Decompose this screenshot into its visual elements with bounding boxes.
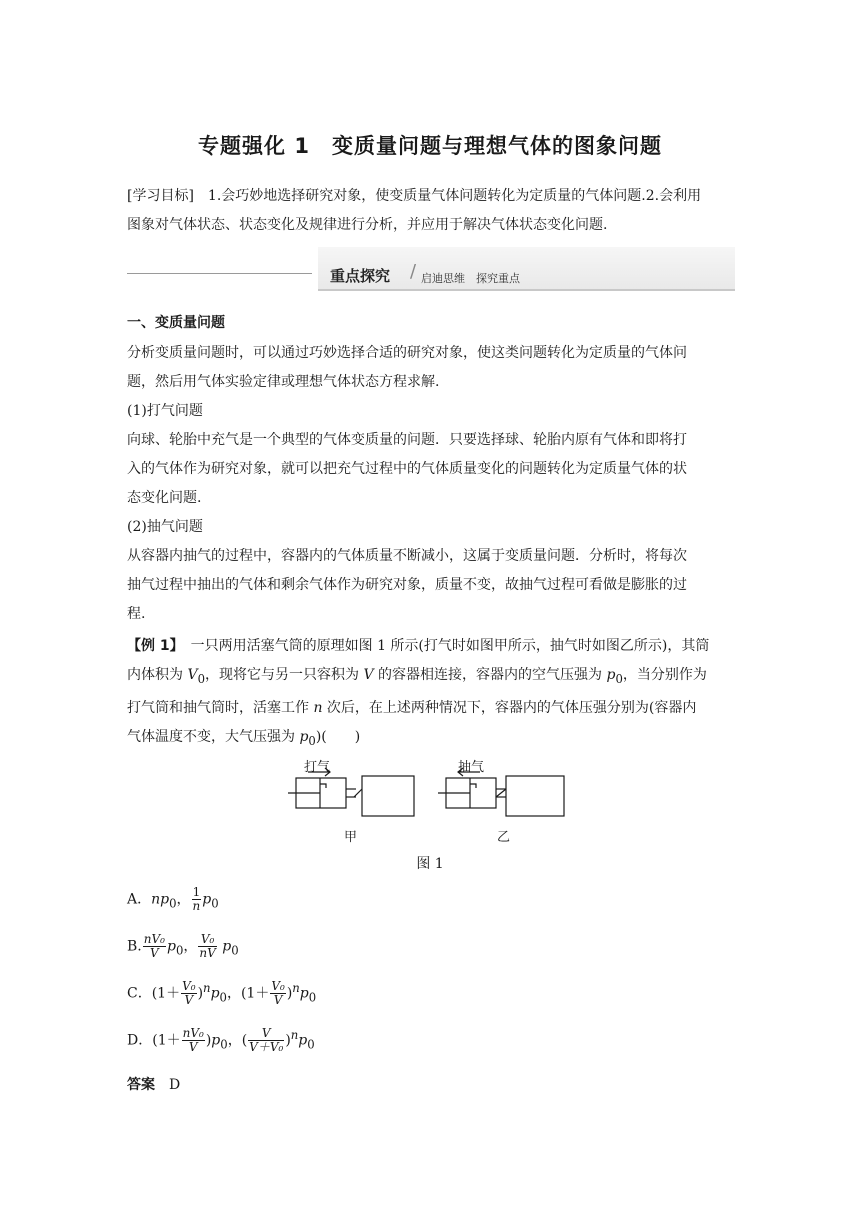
fraction: $\frac{1}{n}$ <box>192 885 201 913</box>
section-heading: 一、变质量问题 <box>127 315 225 331</box>
option-c[interactable]: C．(1＋ $\frac{\text{V₀}}{V}$ )$^np_0$，(1＋ $\frac{\text{V₀}}{V}$ )$^np_0$ <box>127 979 317 1007</box>
fraction: $\frac{\text{nV₀}}{V}$ <box>182 1026 204 1054</box>
banner-title: 重点探究 <box>330 267 391 285</box>
caption-jia: 甲 <box>344 830 358 845</box>
page-title: 专题强化 1 变质量问题与理想气体的图象问题 <box>198 134 662 158</box>
section-banner <box>318 247 735 291</box>
answer-value: D <box>169 1077 181 1093</box>
answer-key: 答案 <box>127 1077 155 1093</box>
fraction: $\frac{\text{nV₀}}{V}$ <box>143 932 165 960</box>
fraction: $\frac{V}{\text{V＋V₀}}$ <box>249 1026 284 1054</box>
pump-line-1: 向球、轮胎中充气是一个典型的气体变质量的问题．只要选择球、轮胎内原有气体和即将打 <box>127 432 687 448</box>
intro-line-1: 分析变质量问题时，可以通过巧妙选择合适的研究对象，使这类问题转化为定质量的气体问 <box>127 345 687 361</box>
subsection-title-pump: (1)打气问题 <box>127 403 203 419</box>
extract-line-2: 抽气过程中抽出的气体和剩余气体作为研究对象，质量不变，故抽气过程可看做是膨胀的过 <box>127 577 687 593</box>
example-line-3: 打气筒和抽气筒时，活塞工作 n 次后，在上述两种情况下，容器内的气体压强分别为(容器内 <box>127 699 697 716</box>
option-d[interactable]: D．(1＋ $\frac{\text{nV₀}}{V}$ )$p_0$，( $\frac{V}{\text{V＋V₀}}$ )$^np_0$ <box>127 1026 315 1054</box>
subsection-title-extract: (2)抽气问题 <box>127 519 203 535</box>
example-line-2: 内体积为 $V_0$，现将它与另一只容积为 V 的容器相连接，容器内的空气压强为 $p_0$，当分别作为 <box>127 667 707 686</box>
answer <box>127 1074 180 1094</box>
objectives-line-2: 图象对气体状态、状态变化及规律进行分析，并应用于解决气体状态变化问题. <box>127 217 608 233</box>
extract-line-1: 从容器内抽气的过程中，容器内的气体质量不断减小，这属于变质量问题．分析时，将每次 <box>127 548 687 564</box>
fraction: $\frac{\text{V₀}}{V}$ <box>271 979 285 1007</box>
extract-label: 抽气 <box>458 760 485 775</box>
pump-label: 打气 <box>304 760 331 775</box>
option-b[interactable]: B. $\frac{\text{nV₀}}{V}$ $p_0$， $\frac{\text{V₀}}{nV}$ $p_0$ <box>127 932 239 960</box>
extract-line-3: 程. <box>127 606 146 622</box>
fraction: $\frac{\text{V₀}}{nV}$ <box>199 932 216 960</box>
example-problem <box>127 632 735 756</box>
option-a[interactable]: A．$np_0$， $\frac{1}{n}$ $p_0$ <box>127 885 219 913</box>
section-body <box>127 339 735 629</box>
banner-slash-icon: / <box>410 261 417 282</box>
figure-caption: 图 1 <box>416 856 444 872</box>
example-label: 【例 1】 <box>127 638 177 654</box>
banner-subtitle: 启迪思维 探究重点 <box>421 272 520 285</box>
fraction: $\frac{\text{V₀}}{V}$ <box>182 979 196 1007</box>
learning-objectives <box>127 182 735 240</box>
pump-container <box>362 776 414 816</box>
objectives-line-1: [学习目标] 1.会巧妙地选择研究对象，使变质量气体问题转化为定质量的气体问题.2.会利用 <box>127 188 702 204</box>
pump-line-2: 入的气体作为研究对象，就可以把充气过程中的气体质量变化的问题转化为定质量气体的状 <box>127 461 687 477</box>
example-line-1: 【例 1】 一只两用活塞气筒的原理如图 1 所示(打气时如图甲所示，抽气时如图乙所示)，其筒 <box>127 638 710 654</box>
extract-container <box>506 776 564 816</box>
intro-line-2: 题，然后用气体实验定律或理想气体状态方程求解. <box>127 374 440 390</box>
pump-line-3: 态变化问题. <box>127 490 202 506</box>
banner-divider <box>127 273 312 274</box>
example-line-4: 气体温度不变，大气压强为 $p_0$)( ) <box>127 728 361 748</box>
caption-yi: 乙 <box>497 830 511 845</box>
